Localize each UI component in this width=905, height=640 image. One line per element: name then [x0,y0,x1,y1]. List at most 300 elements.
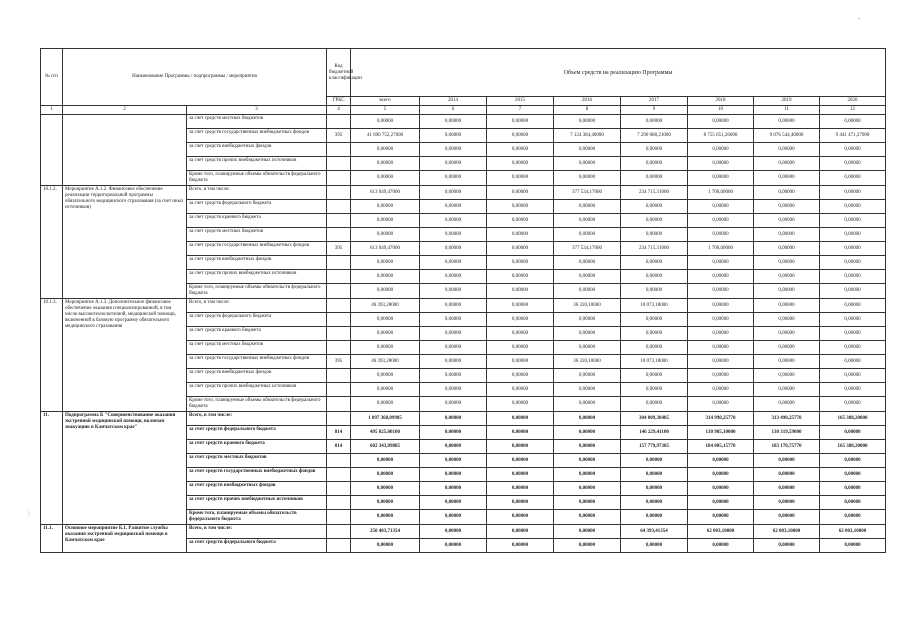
amount-cell: 0,00000 [351,454,420,468]
amount-cell: 0,00000 [351,143,420,157]
amount-cell: 0,00000 [554,454,621,468]
amount-cell: 377 534,17000 [554,242,621,256]
budget-code [327,200,351,214]
amount-cell: 1 700,00000 [688,242,754,256]
amount-cell: 0,00000 [351,313,420,327]
amount-cell: 0,00000 [351,341,420,355]
amount-cell: 0,00000 [688,383,754,397]
column-number: 4 [327,106,351,115]
amount-cell: 0,00000 [688,510,754,525]
budget-code [327,186,351,200]
funding-source: за счет средств прочих внебюджетных источников [187,383,327,397]
budget-table [40,48,886,553]
amount-cell: 0,00000 [420,186,487,200]
amount-cell: 0,00000 [351,510,420,525]
amount-cell: 0,00000 [688,284,754,299]
amount-cell: 0,00000 [754,468,820,482]
amount-cell: 0,00000 [820,355,886,369]
amount-cell: 0,00000 [688,270,754,284]
amount-cell: 0,00000 [487,313,554,327]
funding-source: за счет средств внебюджетных фондов [187,482,327,496]
budget-code [327,412,351,426]
amount-cell: 0,00000 [487,186,554,200]
amount-cell: 0,00000 [554,383,621,397]
funding-source: за счет средств местных бюджетов [187,341,327,355]
amount-cell: 0,00000 [420,539,487,553]
amount-cell: 0,00000 [554,468,621,482]
amount-cell: 0,00000 [554,369,621,383]
page-mark: \ [28,510,30,518]
budget-code [327,341,351,355]
amount-cell: 0,00000 [621,539,688,553]
amount-cell: 0,00000 [351,115,420,129]
amount-cell: 314 990,25770 [688,412,754,426]
budget-code [327,383,351,397]
amount-cell: 0,00000 [688,313,754,327]
amount-cell: 0,00000 [621,313,688,327]
amount-cell: 0,00000 [820,256,886,270]
budget-code [327,468,351,482]
amount-cell: 0,00000 [420,129,487,143]
amount-cell: 0,00000 [621,115,688,129]
amount-cell: 8 755 651,26000 [688,129,754,143]
amount-cell: 0,00000 [754,327,820,341]
amount-cell: 0,00000 [621,171,688,186]
amount-cell: 0,00000 [420,355,487,369]
amount-cell: 0,00000 [820,539,886,553]
amount-cell: 0,00000 [754,369,820,383]
amount-cell: 0,00000 [487,397,554,412]
amount-cell: 0,00000 [688,214,754,228]
funding-source: за счет средств государственных внебюджетных фондов [187,355,327,369]
amount-cell: 0,00000 [420,369,487,383]
amount-cell: 0,00000 [554,115,621,129]
amount-cell: 0,00000 [820,454,886,468]
amount-cell: 0,00000 [621,341,688,355]
amount-cell: 146 229,41100 [621,426,688,440]
amount-cell: 9 076 544,40000 [754,129,820,143]
row-number [41,115,63,186]
amount-cell: 0,00000 [688,256,754,270]
amount-cell: 0,00000 [420,482,487,496]
funding-source: Кроме того, планируемые объемы обязательств федерального бюджета [187,171,327,186]
amount-cell: 0,00000 [820,482,886,496]
amount-cell: 165 388,20000 [820,412,886,426]
amount-cell: 0,00000 [420,496,487,510]
amount-cell: 0,00000 [820,468,886,482]
funding-source: Всего, в том числе: [187,412,327,426]
amount-cell: 0,00000 [420,327,487,341]
amount-cell: 0,00000 [420,510,487,525]
amount-cell: 62 003,10000 [820,525,886,539]
amount-cell: 0,00000 [487,242,554,256]
amount-cell: 0,00000 [688,482,754,496]
amount-cell: 0,00000 [688,171,754,186]
amount-cell: 0,00000 [820,270,886,284]
amount-cell: 0,00000 [554,341,621,355]
page-mark: - [858,14,861,22]
amount-cell: 0,00000 [554,525,621,539]
header-year: 2020 [820,97,886,106]
budget-code [327,313,351,327]
amount-cell: 0,00000 [820,383,886,397]
funding-source: за счет средств федерального бюджета [187,539,327,553]
amount-cell: 0,00000 [351,397,420,412]
budget-code [327,454,351,468]
amount-cell: 0,00000 [621,327,688,341]
amount-cell: 0,00000 [754,186,820,200]
amount-cell: 0,00000 [688,143,754,157]
funding-source: за счет средств государственных внебюджетных фондов [187,129,327,143]
column-number: 5 [351,106,420,115]
amount-cell: 0,00000 [754,115,820,129]
header-code-grbs: ГРБС [327,97,351,106]
amount-cell: 0,00000 [621,200,688,214]
amount-cell: 0,00000 [554,171,621,186]
amount-cell: 0,00000 [351,200,420,214]
amount-cell: 0,00000 [420,256,487,270]
amount-cell: 0,00000 [688,341,754,355]
budget-code [327,369,351,383]
column-number: 1 [41,106,63,115]
amount-cell: 0,00000 [820,510,886,525]
funding-source: за счет средств прочих внебюджетных источников [187,157,327,171]
amount-cell: 7 290 080,21000 [621,129,688,143]
amount-cell: 304 009,38485 [621,412,688,426]
funding-source: Всего, в том числе: [187,299,327,313]
budget-code [327,510,351,525]
funding-source: за счет средств внебюджетных фондов [187,143,327,157]
amount-cell: 0,00000 [487,157,554,171]
amount-cell: 0,00000 [420,157,487,171]
table-row [41,186,886,200]
budget-code [327,157,351,171]
amount-cell: 0,00000 [351,284,420,299]
amount-cell: 0,00000 [420,270,487,284]
amount-cell: 0,00000 [688,355,754,369]
column-number: 9 [621,106,688,115]
amount-cell: 0,00000 [754,242,820,256]
amount-cell: 0,00000 [820,115,886,129]
amount-cell: 165 388,20000 [820,440,886,454]
amount-cell: 0,00000 [621,468,688,482]
activity-name [63,115,187,186]
table-row [41,412,886,426]
amount-cell: 0,00000 [487,200,554,214]
amount-cell: 0,00000 [820,242,886,256]
header-year: 2019 [754,97,820,106]
amount-cell: 0,00000 [754,299,820,313]
activity-name: Мероприятие А.1.3. Дополнительное финансовое обеспечение оказания специализированной, в том числе высокотехнологичной, медицинской помощи, включенной в базовую программу обязательного медицинского страхования [63,299,187,412]
column-number: 3 [187,106,327,115]
funding-source: за счет средств местных бюджетов [187,228,327,242]
budget-code [327,482,351,496]
table-row [41,525,886,539]
budget-code [327,256,351,270]
amount-cell: 0,00000 [621,270,688,284]
amount-cell: 0,00000 [621,228,688,242]
amount-cell: 0,00000 [351,383,420,397]
amount-cell: 0,00000 [688,369,754,383]
amount-cell: 0,00000 [351,539,420,553]
amount-cell: 0,00000 [688,397,754,412]
amount-cell: 0,00000 [554,327,621,341]
header-code: Код бюджетной классификации [327,49,351,97]
amount-cell: 495 025,00100 [351,426,420,440]
amount-cell: 0,00000 [754,496,820,510]
amount-cell: 7 124 384,40000 [554,129,621,143]
amount-cell: 0,00000 [621,157,688,171]
amount-cell: 0,00000 [487,143,554,157]
amount-cell: 0,00000 [420,454,487,468]
budget-code [327,171,351,186]
budget-code [327,115,351,129]
funding-source: за счет средств федерального бюджета [187,200,327,214]
amount-cell: 0,00000 [820,200,886,214]
amount-cell: 0,00000 [688,468,754,482]
column-number: 12 [820,106,886,115]
amount-cell: 0,00000 [554,214,621,228]
amount-cell: 0,00000 [487,383,554,397]
amount-cell: 10 073,18000 [621,299,688,313]
amount-cell: 9 441 471,27000 [820,129,886,143]
amount-cell: 0,00000 [754,270,820,284]
amount-cell: 0,00000 [754,214,820,228]
funding-source: за счет средств прочих внебюджетных источников [187,496,327,510]
amount-cell: 0,00000 [420,284,487,299]
header-year: 2017 [621,97,688,106]
amount-cell: 0,00000 [554,313,621,327]
amount-cell: 0,00000 [820,496,886,510]
amount-cell: 0,00000 [621,496,688,510]
amount-cell: 0,00000 [487,327,554,341]
amount-cell: 250 403,71354 [351,525,420,539]
amount-cell: 0,00000 [554,256,621,270]
amount-cell: 0,00000 [420,214,487,228]
amount-cell: 0,00000 [688,115,754,129]
amount-cell: 0,00000 [487,341,554,355]
amount-cell: 0,00000 [754,341,820,355]
amount-cell: 0,00000 [820,369,886,383]
budget-code: 814 [327,440,351,454]
row-number: 11.1. [41,525,63,553]
amount-cell: 0,00000 [420,242,487,256]
amount-cell: 0,00000 [351,214,420,228]
amount-cell: 0,00000 [420,525,487,539]
funding-source: за счет средств краевого бюджета [187,440,327,454]
amount-cell: 0,00000 [688,200,754,214]
amount-cell: 0,00000 [487,115,554,129]
amount-cell: 184 005,15770 [688,440,754,454]
header-num: № п/п [41,49,63,106]
amount-cell: 0,00000 [351,270,420,284]
amount-cell: 0,00000 [420,397,487,412]
funding-source: за счет средств местных бюджетов [187,454,327,468]
table-row [41,115,886,129]
amount-cell: 0,00000 [621,143,688,157]
amount-cell: 62 003,10000 [688,525,754,539]
amount-cell: 0,00000 [754,454,820,468]
amount-cell: 0,00000 [754,284,820,299]
amount-cell: 0,00000 [487,284,554,299]
funding-source: за счет средств федерального бюджета [187,426,327,440]
amount-cell: 0,00000 [487,129,554,143]
budget-code: 395 [327,242,351,256]
amount-cell: 1 700,00000 [688,186,754,200]
amount-cell: 377 534,17000 [554,186,621,200]
amount-cell: 0,00000 [487,440,554,454]
amount-cell: 36 320,10000 [554,355,621,369]
amount-cell: 0,00000 [351,171,420,186]
amount-cell: 0,00000 [688,327,754,341]
budget-code [327,496,351,510]
amount-cell: 0,00000 [754,157,820,171]
budget-code [327,228,351,242]
amount-cell: 0,00000 [351,369,420,383]
amount-cell: 0,00000 [420,468,487,482]
amount-cell: 0,00000 [487,256,554,270]
amount-cell: 0,00000 [420,440,487,454]
amount-cell: 0,00000 [820,228,886,242]
amount-cell: 0,00000 [820,341,886,355]
budget-code [327,539,351,553]
amount-cell: 157 779,97385 [621,440,688,454]
amount-cell: 602 343,09885 [351,440,420,454]
amount-cell: 0,00000 [420,299,487,313]
amount-cell: 0,00000 [420,313,487,327]
funding-source: Всего, в том числе: [187,186,327,200]
column-number-row [41,106,886,115]
amount-cell: 0,00000 [420,412,487,426]
table-row [41,299,886,313]
amount-cell: 0,00000 [554,270,621,284]
amount-cell: 0,00000 [351,228,420,242]
header-year: 2016 [554,97,621,106]
amount-cell: 0,00000 [351,496,420,510]
amount-cell: 0,00000 [754,256,820,270]
amount-cell: 0,00000 [754,383,820,397]
amount-cell: 613 949,47000 [351,186,420,200]
amount-cell: 0,00000 [487,525,554,539]
amount-cell: 0,00000 [420,171,487,186]
amount-cell: 64 393,41354 [621,525,688,539]
amount-cell: 0,00000 [621,454,688,468]
budget-code: 395 [327,129,351,143]
budget-code [327,327,351,341]
amount-cell: 0,00000 [820,157,886,171]
column-number: 2 [63,106,187,115]
amount-cell: 0,00000 [754,228,820,242]
amount-cell: 41 690 752,27000 [351,129,420,143]
amount-cell: 234 715,31000 [621,242,688,256]
amount-cell: 0,00000 [420,228,487,242]
amount-cell: 0,00000 [420,143,487,157]
amount-cell: 0,00000 [487,270,554,284]
amount-cell: 0,00000 [420,383,487,397]
activity-name: Подпрограмма Б "Совершенствование оказания экстренной медицинской помощи, включая эвакуацию в Камчатском крае" [63,412,187,525]
amount-cell: 0,00000 [487,468,554,482]
header-name: Наименование Программы / подпрограммы / мероприятия [63,49,327,106]
amount-cell: 130 319,59000 [754,426,820,440]
funding-source: за счет средств местных бюджетов [187,115,327,129]
funding-source: за счет средств краевого бюджета [187,327,327,341]
amount-cell: 0,00000 [688,157,754,171]
budget-code: 395 [327,355,351,369]
header-year: 2015 [487,97,554,106]
funding-source: Кроме того, планируемые объемы обязательств федерального бюджета [187,397,327,412]
amount-cell: 0,00000 [351,256,420,270]
amount-cell: 0,00000 [487,228,554,242]
funding-source: за счет средств внебюджетных фондов [187,256,327,270]
amount-cell: 0,00000 [621,482,688,496]
amount-cell: 0,00000 [554,412,621,426]
amount-cell: 0,00000 [420,115,487,129]
amount-cell: 0,00000 [754,171,820,186]
funding-source: за счет средств краевого бюджета [187,214,327,228]
header-year: всего [351,97,420,106]
amount-cell: 0,00000 [621,510,688,525]
amount-cell: 0,00000 [754,510,820,525]
column-number: 10 [688,106,754,115]
amount-cell: 0,00000 [487,539,554,553]
amount-cell: 0,00000 [351,468,420,482]
header-funding: Объем средств на реализацию Программы [351,49,886,97]
amount-cell: 46 393,28000 [351,299,420,313]
amount-cell: 0,00000 [621,397,688,412]
amount-cell: 0,00000 [621,369,688,383]
budget-code: 814 [327,426,351,440]
amount-cell: 62 003,10000 [754,525,820,539]
amount-cell: 0,00000 [688,496,754,510]
amount-cell: 1 097 368,09985 [351,412,420,426]
amount-cell: 0,00000 [621,284,688,299]
row-number: 10.1.2. [41,186,63,299]
amount-cell: 0,00000 [351,482,420,496]
table-body [41,115,886,553]
activity-name: Мероприятие А.1.2. Финансовое обеспечение реализации территориальной программы обязательного медицинского страхования (за счет иных источников) [63,186,187,299]
budget-code [327,299,351,313]
amount-cell: 0,00000 [754,482,820,496]
amount-cell: 0,00000 [487,454,554,468]
amount-cell: 0,00000 [487,496,554,510]
budget-code [327,143,351,157]
amount-cell: 0,00000 [420,426,487,440]
amount-cell: 0,00000 [688,454,754,468]
funding-source: за счет средств федерального бюджета [187,313,327,327]
amount-cell: 0,00000 [820,327,886,341]
amount-cell: 46 393,28000 [351,355,420,369]
column-number: 7 [487,106,554,115]
budget-code [327,397,351,412]
amount-cell: 0,00000 [621,383,688,397]
amount-cell: 0,00000 [554,200,621,214]
amount-cell: 0,00000 [554,426,621,440]
amount-cell: 0,00000 [820,299,886,313]
activity-name: Основное мероприятие Б.1. Развитие службы оказания экстренной медицинской помощи в Камчатском крае [63,525,187,553]
amount-cell: 0,00000 [420,341,487,355]
amount-cell: 0,00000 [754,143,820,157]
column-number: 6 [420,106,487,115]
amount-cell: 0,00000 [487,355,554,369]
amount-cell: 0,00000 [487,510,554,525]
amount-cell: 0,00000 [754,313,820,327]
amount-cell: 183 170,75770 [754,440,820,454]
amount-cell: 0,00000 [554,539,621,553]
funding-source: за счет средств прочих внебюджетных источников [187,270,327,284]
amount-cell: 0,00000 [554,496,621,510]
amount-cell: 0,00000 [621,214,688,228]
amount-cell: 0,00000 [351,157,420,171]
